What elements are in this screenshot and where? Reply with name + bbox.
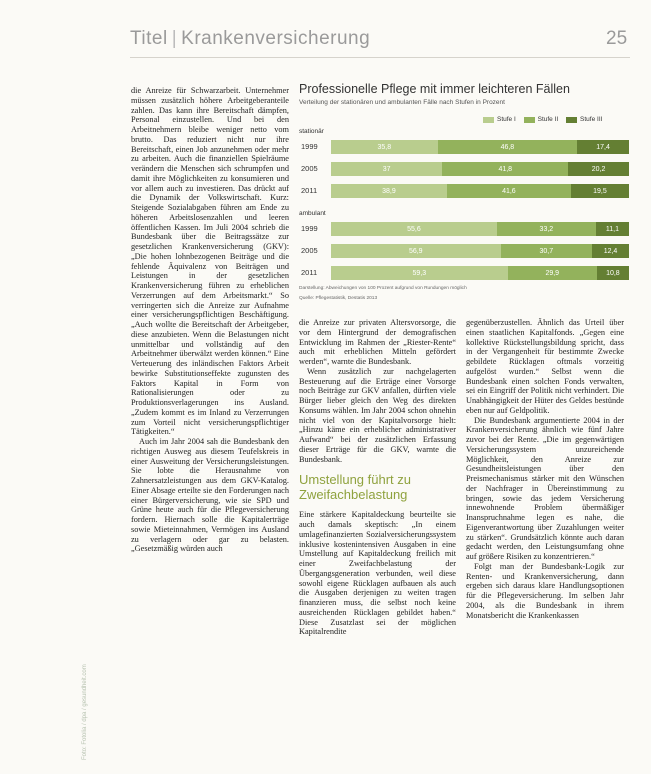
legend-swatch	[524, 117, 535, 123]
chart-stacked-bar	[331, 162, 629, 176]
chart-year-label: 2005	[301, 164, 318, 173]
chart-row	[299, 162, 629, 176]
chart-year-label: 2011	[301, 186, 318, 195]
chart-year-label: 2005	[301, 246, 318, 255]
chart-row	[299, 266, 629, 280]
chart-stacked-bar	[331, 140, 629, 154]
chart-row	[299, 244, 629, 258]
chart-bar-segment: 17,4	[577, 140, 629, 154]
chart-bar-segment: 38,9	[331, 184, 447, 198]
chart-stacked-bar	[331, 244, 629, 258]
paragraph: Eine stärkere Kapitaldeckung beurteilte sie auch damals skeptisch: „In einem umlagefinanzierten Sozialversicherungssystem inklusive kostenintensiven Ausgaben in eine Umstellung auf Kapitaldeckung freilich mit einer Zweifachbelastung der Übergangsgeneration verbunden, weil diese sowohl eigene Rücklagen aufbauen als auch die Ausgaben derjenigen zu weiten tragen finanzieren muss, die selbst noch keine ausreichenden Rücklagen gebildet haben.“ Diese Zusatzlast sei der möglichen Kapitalrendite	[299, 510, 456, 637]
chart-subtitle: Verteilung der stationären und ambulanten Fälle nach Stufen in Prozent	[299, 99, 505, 106]
chart-bar-segment: 59,3	[331, 266, 508, 280]
legend-swatch	[483, 117, 494, 123]
photo-credit	[82, 520, 92, 760]
topic-label: Krankenversicherung	[181, 28, 371, 49]
chart-year-label: 1999	[301, 224, 318, 233]
legend-label: Stufe III	[580, 116, 603, 123]
legend-item	[566, 116, 602, 123]
title-separator: |	[171, 28, 178, 49]
chart-bar-segment: 12,4	[592, 244, 629, 258]
chart-bar-segment: 20,2	[568, 162, 629, 176]
paragraph: Die Bundesbank argumentierte 2004 in der Krankenversicherung ähnlich wie fünf Jahre zuvor bei der Rente. „Die im gegenwärtigen Versicherungssystem unzureichende Möglichkeit, den Anreize zur Gesundheitsleistungen über den Preismechanismus stärker mit den Wünschen der Nachfrager in Übereinstimmung zu bringen, sowie das jedem Versicherung innewohnende Problem übermäßiger Inanspruchnahme legen es nahe, die Eigenverantwortung über Zuzahlungen weiter zu stärken“. Grundsätzlich könnte auch daran gedacht werden, den Leistungsumfang ohne auf größere Risiken zu konzentrieren.“	[466, 415, 624, 561]
chart-source: Quelle: Pflegestatistik, Destatis 2013	[299, 296, 378, 301]
chart-year-label: 1999	[301, 142, 318, 151]
paragraph: Auch im Jahr 2004 sah die Bundesbank den richtigen Ausweg aus diesem Teufelskreis in einer Ausweitung der Versicherungsleistungen. Sie lobte die Herausnahme von Zahnersatzleistungen aus dem GKV-Katalog. Einer Absage erteilte sie den Forderungen nach einer Bürgerversicherung, wie sie SPD und Grüne heute auch für die Pflegeversicherung fordern. Hiernach solle die Kapitalerträge sowie Mieteinnahmen, Vermögen ins Ausland zu verlagern oder gar zu belasten. „Gesetzmäßig würden auch	[131, 437, 289, 554]
photo-credit-text: Foto: Fotolia / dpa / gesundheit.com	[82, 664, 88, 760]
page-header	[0, 0, 651, 70]
chart-bar-segment: 56,9	[331, 244, 501, 258]
chart-bar-segment: 41,8	[442, 162, 568, 176]
legend-label: Stufe I	[497, 116, 516, 123]
chart-bar-segment: 29,9	[508, 266, 597, 280]
chart-bar-segment: 10,8	[597, 266, 629, 280]
chart-row	[299, 140, 629, 154]
paragraph: die Anreize zur privaten Altersvorsorge, die vor dem Hintergrund der demografischen Entwicklung im Rahmen der „Riester-Rente“ auch mit erheblichen Mitteln gefördert werden“, warnte die Bundesbank.	[299, 318, 456, 366]
chart-bar-segment: 46,8	[438, 140, 577, 154]
chart-stacked-bars	[299, 82, 629, 308]
chart-bar-segment: 35,8	[331, 140, 438, 154]
running-title	[130, 28, 370, 50]
article-column-2	[299, 318, 456, 637]
legend-label: Stufe II	[537, 116, 559, 123]
chart-bar-segment: 55,6	[331, 222, 497, 236]
page-number: 25	[606, 28, 628, 49]
subheading: Umstellung führt zu Zweifachbelastung	[299, 472, 411, 503]
chart-bar-segment: 11,1	[596, 222, 629, 236]
chart-stacked-bar	[331, 222, 629, 236]
chart-year-label: 2011	[301, 268, 318, 277]
chart-group-label: stationär	[299, 128, 324, 135]
article-column-3	[466, 318, 624, 620]
chart-stacked-bar	[331, 184, 629, 198]
chart-bar-segment: 30,7	[501, 244, 592, 258]
chart-row	[299, 222, 629, 236]
chart-title: Professionelle Pflege mit immer leichteren Fällen	[299, 82, 570, 96]
paragraph: Wenn zusätzlich zur nachgelagerten Besteuerung auf die Erträge einer Vorsorge noch Beiträge zur GKV anfallen, dürften viele Bürger lieber gleich den Weg des direkten Konsums wählen. Im Jahr 2004 schon ohnehin nicht viel von der Kapitalvorsorge hielt: „Hinzu käme ein erheblicher administrativer Aufwand“ bei der zusätzlichen Erfassung dieser Erträge für die GKV, warnte die Bundesbank.	[299, 366, 456, 464]
chart-bar-segment: 19,5	[571, 184, 629, 198]
chart-row	[299, 184, 629, 198]
chart-bar-segment: 37	[331, 162, 442, 176]
legend-item	[483, 116, 516, 123]
section-label: Titel	[130, 28, 168, 49]
chart-legend	[483, 116, 608, 125]
legend-item	[524, 116, 559, 123]
paragraph: gegenüberzustellen. Ähnlich das Urteil über einen staatlichen Kapitalfonds. „Gegen eine kollektive Rückstellungsbildung spricht, dass in der Vergangenheit für bestimmte Zwecke gebildete Rücklagen oftmals vorzeitig aufgelöst wurden.“ Selbst wenn die Bundesbank einen solchen Fonds verwalten, sei ein Eingriff der Politik nicht verhindert. Die Unabhängigkeit der Hüter des Geldes bestünde eben nur auf Geldpolitik.	[466, 318, 624, 415]
chart-note: Darstellung: Abweichungen von 100 Prozent aufgrund von Rundungen möglich	[299, 286, 467, 291]
legend-swatch	[566, 117, 577, 123]
chart-group-label: ambulant	[299, 210, 326, 217]
article-column-1	[131, 86, 289, 554]
paragraph: Folgt man der Bundesbank-Logik zur Renten- und Krankenversicherung, dann ergeben sich daraus klare Handlungsoptionen für die Pflegeversicherung. Im selben Jahr 2004, als die Bundesbank in ihrem Monatsbericht die Krankenkassen	[466, 561, 624, 620]
header-rule	[130, 57, 630, 58]
chart-bar-segment: 33,2	[497, 222, 596, 236]
paragraph: die Anreize für Schwarzarbeit. Unternehmer müssen zusätzlich höhere Arbeitgeberanteile zahlen. Das kann ihre Bereitschaft dämpfen, Personal einzustellen. Und bei den Arbeitnehmern bleibe weniger netto vom brutto. Das reduziert nicht nur ihre Bereitschaft, einen Job anzunehmen oder mehr zu arbeiten. Auch die finanziellen Spielräume verändern die Menschen sich schrumpfen und damit ihre Möglichkeiten zu konsumieren und vor allem auch zu investieren. Das drückt auf die Dynamik der Volkswirtschaft. Kurz: Steigende Sozialabgaben führen am Ende zu höheren Arbeitslosenzahlen und leeren öffentlichen Kassen. Im Juli 2004 schrieb die Bundesbank über die Beitragssätze zur gesetzlichen Krankenversicherung (GKV): „Die hohen lohnbezogenen Beiträge und die fehlende Äquivalenz von Beiträgen und Leistungen in der gesetzlichen Krankenversicherung führen zu erheblichen Verzerrungen auf dem Arbeitsmarkt.“ So verringerten sich die Anreize zur Aufnahme einer versicherungspflichtigen Beschäftigung. „Auch wollte die Bereitschaft der Arbeitgeber, diese anzubieten. Wenn die Belastungen nicht unmittelbar und vollständig auf den Arbeitnehmer überwälzt werden können.“ Eine Verteuerung des inländischen Faktors Arbeit bewirke Substitutionseffekte zugunsten des Faktors Kapital in Form von Rationalisierungen oder zu Produktionsverlagerungen ins Ausland. „Zudem kommt es im Inland zu Verzerrungen zum Vorteil nicht versicherungspflichtiger Tätigkeiten.“	[131, 86, 289, 437]
chart-stacked-bar	[331, 266, 629, 280]
chart-bar-segment: 41,6	[447, 184, 571, 198]
